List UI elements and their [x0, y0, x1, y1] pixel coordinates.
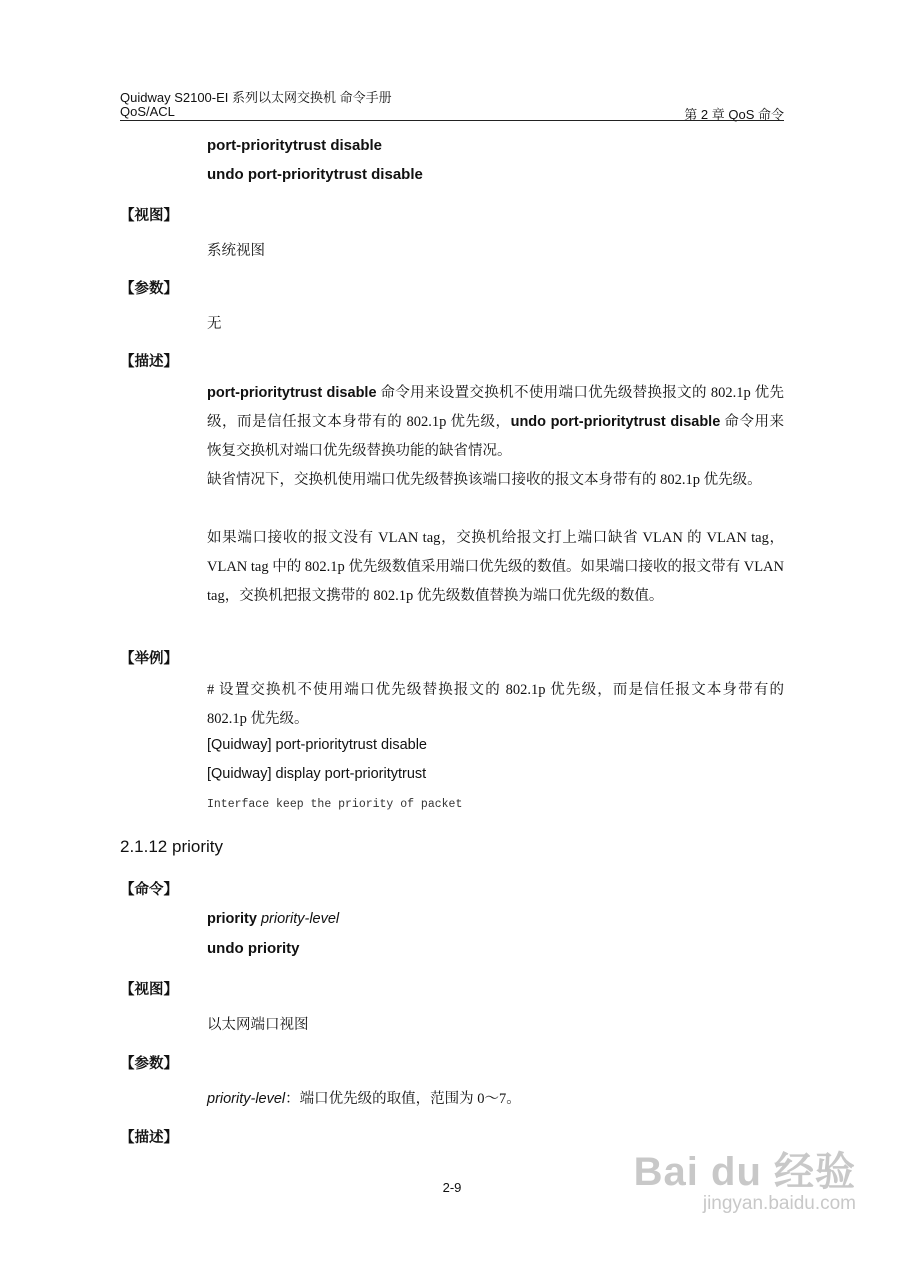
params-value	[207, 1087, 521, 1108]
section-label-description: 【描述】	[120, 354, 178, 370]
description-text: 命令用来设置交换机不使用端口优先级替换报文的 802.1p 优先级，而是信任报文本身带有的 802.1p 优先级，	[207, 385, 784, 430]
document-title: Quidway S2100-EI 系列以太网交换机 命令手册	[120, 90, 392, 105]
section-label-view: 【视图】	[120, 208, 178, 224]
command-line: undo port-prioritytrust disable	[207, 166, 423, 183]
watermark-brand: Bai du 经验	[633, 1150, 856, 1194]
parameter-description: ：端口优先级的取值，范围为 0～7。	[285, 1091, 521, 1107]
baidu-watermark	[634, 1140, 856, 1215]
view-value: 以太网端口视图	[207, 1017, 309, 1033]
page-number: 2-9	[442, 1180, 462, 1195]
header-divider	[120, 120, 784, 121]
command-line	[207, 911, 339, 927]
section-label-example: 【举例】	[120, 651, 178, 667]
watermark-url: jingyan.baidu.com	[702, 1193, 856, 1214]
description-text: 命令用来恢复交换机对端口优先级替换功能的缺省情况。	[207, 414, 785, 459]
section-label-params: 【参数】	[120, 281, 178, 297]
command-keyword: undo port-prioritytrust disable	[510, 414, 721, 430]
section-label-params: 【参数】	[120, 1056, 178, 1072]
description-paragraph: 如果端口接收的报文没有 VLAN tag，交换机给报文打上端口缺省 VLAN 的 VLAN tag，VLAN tag 中的 802.1p 优先级数值采用端口优先级的数值。如果端口接收的报文带有 VLAN tag，交换机把报文携带的 802.1p 优先级数值替换为端口优先级的数值。	[207, 530, 784, 604]
description-paragraph	[207, 379, 784, 466]
view-value: 系统视图	[207, 243, 265, 259]
section-label-view: 【视图】	[120, 982, 178, 998]
command-keyword: port-prioritytrust disable	[207, 385, 377, 401]
description-paragraph: 缺省情况下，交换机使用端口优先级替换该端口接收的报文本身带有的 802.1p 优先级。	[207, 472, 762, 488]
chapter-title: 第 2 章 QoS 命令	[684, 107, 784, 122]
params-value: 无	[207, 316, 222, 332]
parameter-name: priority-level	[207, 1091, 286, 1107]
example-command: [Quidway] port-prioritytrust disable	[207, 737, 427, 753]
command-line: port-prioritytrust disable	[207, 137, 383, 154]
section-label-command: 【命令】	[120, 882, 178, 898]
command-keyword: priority	[207, 911, 257, 927]
command-line: undo priority	[207, 940, 300, 957]
section-label-description: 【描述】	[120, 1130, 178, 1146]
section-name: QoS/ACL	[120, 104, 175, 119]
subsection-heading: 2.1.12 priority	[120, 837, 223, 856]
example-output: Interface keep the priority of packet	[207, 798, 463, 811]
example-comment: # 设置交换机不使用端口优先级替换报文的 802.1p 优先级，而是信任报文本身带有的 802.1p 优先级。	[207, 682, 784, 727]
command-argument: priority-level	[256, 911, 340, 927]
example-command: [Quidway] display port-prioritytrust	[207, 766, 427, 782]
